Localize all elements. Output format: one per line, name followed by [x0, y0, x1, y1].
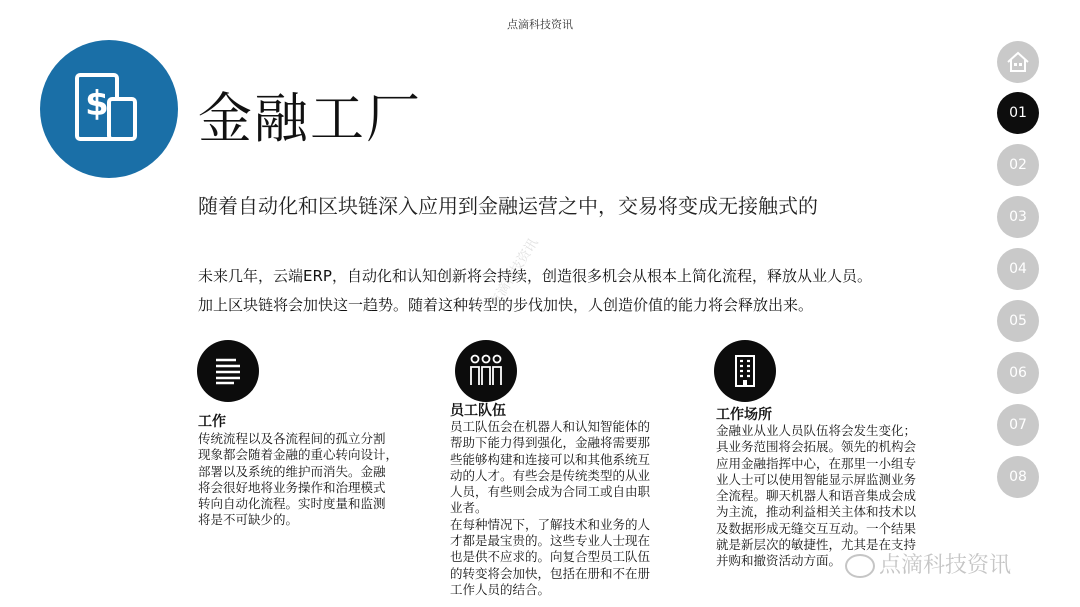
nav-item-01[interactable]: 01 [997, 92, 1039, 134]
page-title: 金融工厂 [198, 87, 422, 150]
nav-item-02[interactable]: 02 [997, 144, 1039, 186]
column-body-workforce: 员工队伍会在机器人和认知智能体的 帮助下能力得到强化，金融将需要那 些能够构建和连接可以和其他系统互 动的人才。有些会是传统类型的从业 人员，有些则会成为合同工或自由职 业者。 在每种情况下，了解技术和业务的人 才都是最宝贵的。这些专业人士现在 也是供不应求的。向复合型员工队伍 的转变将会加快，包括在册和不在册 工作人员的结合。 [450, 419, 651, 597]
column-heading-work: 工作 [198, 414, 226, 430]
page-subtitle: 随着自动化和区块链深入应用到金融运营之中，交易将变成无接触式的 [198, 194, 818, 218]
finance-hero-icon-circle [40, 40, 178, 178]
stack-layers-icon [197, 340, 259, 402]
nav-item-08[interactable]: 08 [997, 456, 1039, 498]
nav-home-button[interactable] [997, 41, 1039, 83]
watermark-text: 点滴科技资讯 [879, 553, 1012, 578]
nav-item-03[interactable]: 03 [997, 196, 1039, 238]
home-icon [1006, 51, 1030, 73]
column-body-workplace: 金融业从业人员队伍将会发生变化； 具业务范围将会拓展。领先的机构会 应用金融指挥中心，在那里一小组专 业人士可以使用智能显示屏监测业务 全流程。聊天机器人和语音集成会成 为主流，推动利益相关主体和技术以 及数据形成无缝交互互动。一个结果 就是新层次的敏捷性，尤其是在支持 并购和撤资活动方面。 [716, 423, 917, 569]
column-heading-workforce: 员工队伍 [450, 403, 506, 419]
intro-line: 未来几年，云端ERP，自动化和认知创新将会持续，创造很多机会从根本上简化流程，释放从业人员。 [198, 267, 872, 285]
workforce-people-icon [455, 340, 517, 402]
wechat-logo-icon [845, 554, 875, 578]
column-heading-workplace: 工作场所 [716, 407, 772, 423]
office-building-icon [714, 340, 776, 402]
watermark-bottom [845, 548, 1011, 579]
intro-line: 加上区块链将会加快这一趋势。随着这种转型的步伐加快，人创造价值的能力将会释放出来。 [198, 296, 814, 314]
nav-item-06[interactable]: 06 [997, 352, 1039, 394]
finance-device-dollar-icon [69, 69, 149, 149]
watermark-diagonal: 点滴科技资讯 [487, 235, 542, 311]
nav-item-04[interactable]: 04 [997, 248, 1039, 290]
column-body-work: 传统流程以及各流程间的孤立分割 现象都会随着金融的重心转向设计， 部署以及系统的维护而消失。金融 将会很好地将业务操作和治理模式 转向自动化流程。实时度量和监测 将是不可缺少的。 [198, 431, 399, 528]
svg-text:$: $ [85, 84, 109, 124]
intro-paragraph [198, 262, 978, 320]
nav-item-07[interactable]: 07 [997, 404, 1039, 446]
nav-item-05[interactable]: 05 [997, 300, 1039, 342]
brand-header: 点滴科技资讯 [507, 18, 573, 31]
